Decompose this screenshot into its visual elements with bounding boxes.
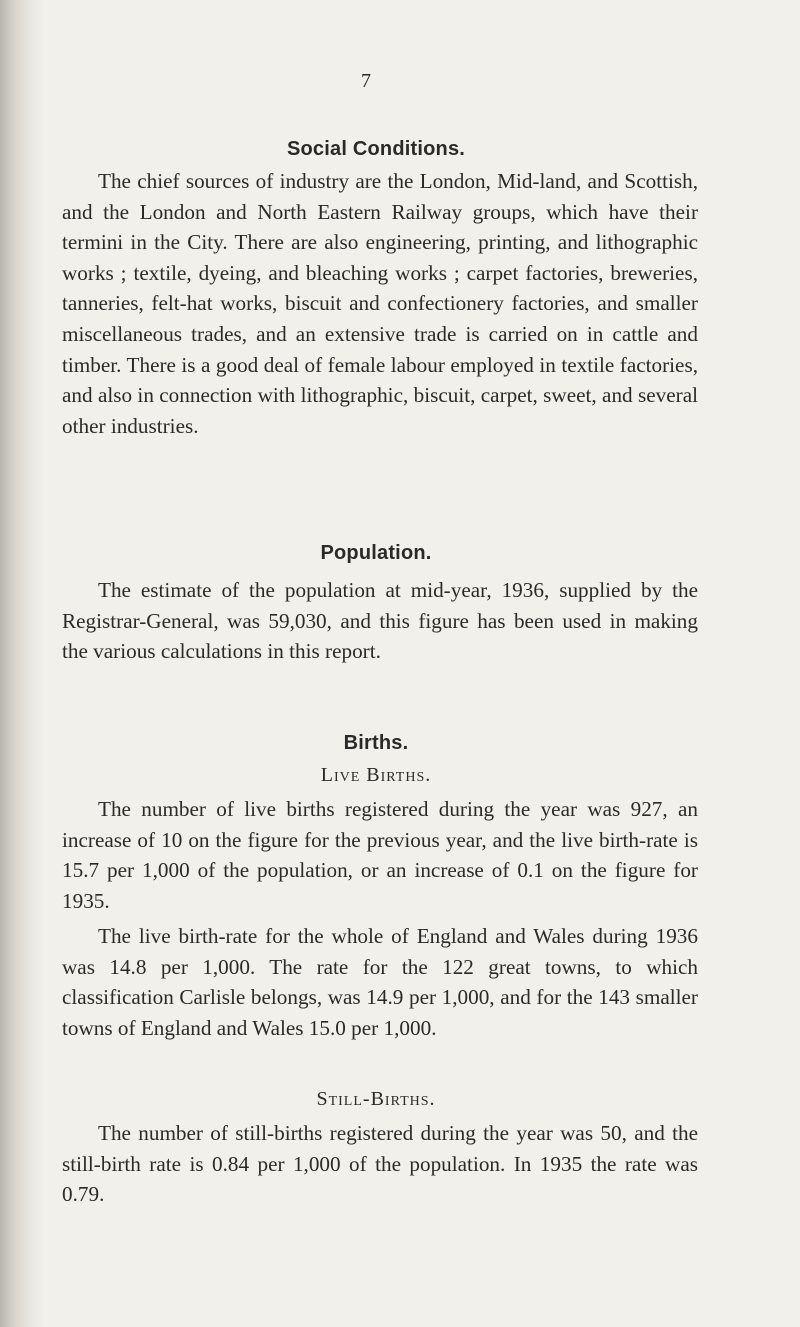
- live-births-paragraph-2: The live birth-rate for the whole of England and Wales during 1936 was 14.8 per 1,000. The rate for the 122 great towns, to which classification Carlisle belongs, was 14.9 per 1,000, and for the 143 smaller towns of England and Wales 15.0 per 1,000.: [62, 924, 698, 1040]
- births-heading: Births.: [343, 732, 409, 754]
- still-births-paragraph: The number of still-births registered during the year was 50, and the still-birth rate is 0.84 per 1,000 of the population. In 1935 the rate was 0.79.: [62, 1121, 698, 1207]
- population-heading: Population.: [320, 542, 432, 564]
- population-paragraph: The estimate of the population at mid-year, 1936, supplied by the Registrar-General, was 59,030, and this figure has been used in making the various calculations in this report.: [62, 578, 698, 664]
- live-births-paragraph-1: The number of live births registered during the year was 927, an increase of 10 on the figure for the previous year, and the live birth-rate is 15.7 per 1,000 of the population, or an increase of 0.1 on the figure for 1935.: [62, 797, 698, 913]
- live-births-subheading: Live Births.: [320, 764, 432, 786]
- social-conditions-heading: Social Conditions.: [286, 138, 466, 160]
- document-page: [46, 0, 746, 1327]
- page-number: 7: [361, 70, 371, 92]
- still-births-subheading: Still-Births.: [316, 1088, 436, 1110]
- page-binding-shadow: [0, 0, 44, 1327]
- social-conditions-paragraph: The chief sources of industry are the London, Mid-land, and Scottish, and the London and North Eastern Railway groups, which have their termini in the City. There are also engineering, printing, and lithographic works ; textile, dyeing, and bleaching works ; carpet factories, breweries, tanneries, felt-hat works, biscuit and confectionery factories, and smaller miscellaneous trades, and an extensive trade is carried on in cattle and timber. There is a good deal of female labour employed in textile factories, and also in connection with lithographic, biscuit, carpet, sweet, and several other industries.: [62, 169, 698, 438]
